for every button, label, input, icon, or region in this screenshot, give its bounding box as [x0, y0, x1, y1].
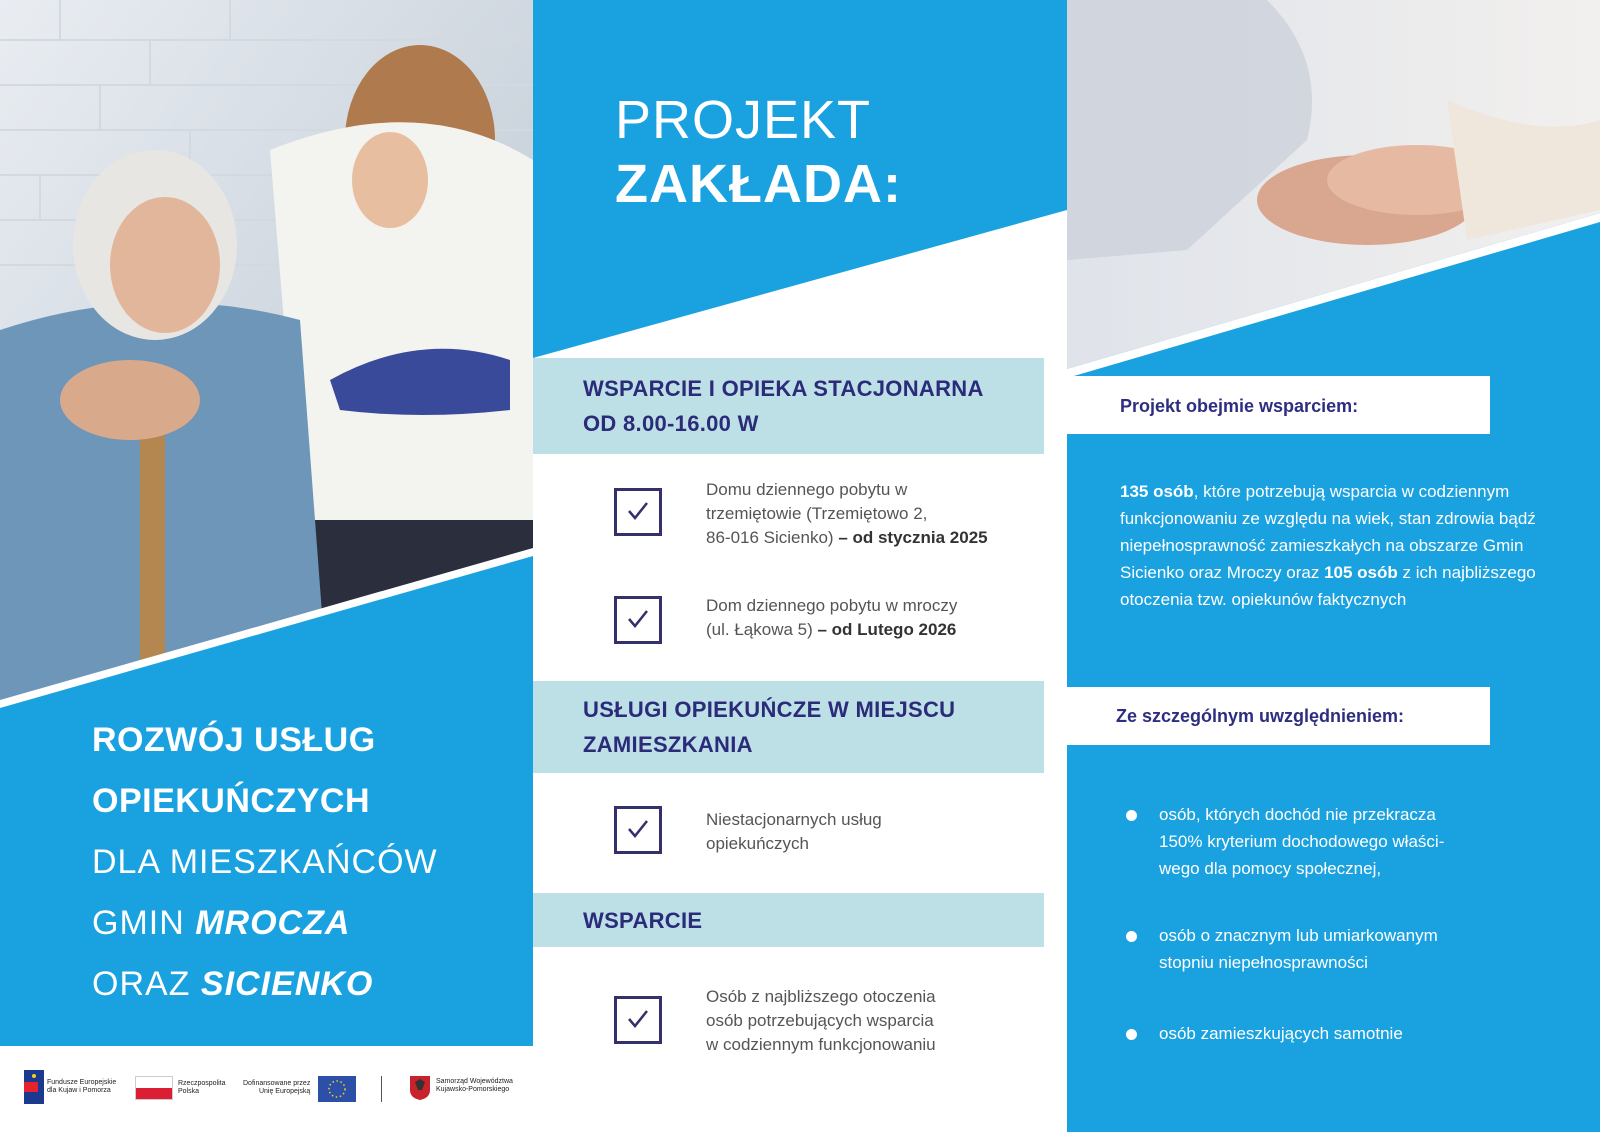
section-title: WSPARCIE I OPIEKA STACJONARNA OD 8.00-16.00 W: [583, 376, 984, 436]
rp-logo-text: Rzeczpospolita Polska: [178, 1080, 226, 1095]
eu-flag-icon: [318, 1076, 356, 1102]
bullet-item-dochod: osób, których dochód nie przekracza 150% kryterium dochodowego właści- wego dla pomocy społecznej,: [1159, 805, 1445, 878]
pl-flag-icon: [135, 1076, 173, 1100]
title-line-5: ORAZ SICIENKO: [92, 965, 374, 1003]
region-logo-text: Samorząd Województwa Kujawsko-Pomorskiego: [436, 1078, 513, 1093]
logo-divider: [381, 1076, 382, 1102]
title-line-4: GMIN MROCZA: [92, 904, 351, 942]
title-line-2: OPIEKUŃCZYCH: [92, 782, 371, 820]
section-title: USŁUGI OPIEKUŃCZE W MIEJSCU ZAMIESZKANIA: [583, 697, 956, 757]
label-projekt-obejmie: Projekt obejmie wsparciem:: [1067, 376, 1490, 434]
bullet-icon: [1126, 810, 1137, 821]
title-sicienko: SICIENKO: [200, 965, 374, 1003]
title-line-1: ROZWÓJ USŁUG: [92, 721, 376, 759]
list-item-niestacjonarne: Niestacjonarnych usług opiekuńczych: [706, 810, 882, 853]
section-miejsce-zamieszkania: [533, 681, 1044, 773]
hands-photo: [1067, 0, 1600, 380]
checkbox-icon: [614, 596, 662, 644]
bullet-item-niepelnosprawnosc: osób o znacznym lub umiarkowanym stopniu niepełnosprawności: [1159, 926, 1438, 972]
list-item-trzemietowo: Domu dziennego pobytu w trzemiętowie (Trzemiętowo 2, 86-016 Sicienko) – od stycznia 2025: [706, 480, 988, 547]
label-szczegolnym: Ze szczególnym uwzględnieniem:: [1067, 687, 1490, 745]
region-crest-icon: [410, 1076, 430, 1100]
section-title: WSPARCIE: [583, 908, 703, 933]
section-wsparcie: [533, 893, 1044, 947]
projekt-heading: [615, 88, 902, 216]
list-item-mrocza: Dom dziennego pobytu w mroczy (ul. Łąkowa 5) – od Lutego 2026: [706, 596, 958, 639]
heading-line-1: PROJEKT: [615, 90, 872, 150]
title-line-3: DLA MIESZKAŃCÓW: [92, 843, 438, 881]
fe-logo-icon: [24, 1070, 44, 1104]
left-panel: [0, 0, 533, 1132]
beneficiaries-paragraph: 135 osób, które potrzebują wsparcia w codziennym funkcjonowaniu ze względu na wiek, stan zdrowia bądź niepełnosprawność zamieszkałych na obszarze Gmin Sicienko oraz Mroczy oraz 105 osób z ich najbliższego otoczenia tzw. opiekunów faktycznych: [1120, 482, 1536, 609]
bullet-icon: [1126, 931, 1137, 942]
right-panel: [1067, 0, 1600, 1132]
checkbox-icon: [614, 488, 662, 536]
heading-line-2: ZAKŁADA:: [615, 154, 902, 214]
checkbox-icon: [614, 996, 662, 1044]
list-item-otoczenie: Osób z najbliższego otoczenia osób potrzebujących wsparcia w codziennym funkcjonowaniu: [706, 987, 936, 1054]
title-mrocza: MROCZA: [195, 904, 351, 942]
middle-panel: [533, 0, 1067, 1132]
bullet-icon: [1126, 1029, 1137, 1040]
footer-logos: [0, 1046, 533, 1132]
checkbox-icon: [614, 806, 662, 854]
bullet-item-samotnie: osób zamieszkujących samotnie: [1159, 1024, 1403, 1043]
fe-logo-text: Fundusze Europejskie dla Kujaw i Pomorza: [47, 1079, 117, 1094]
left-title: [92, 710, 522, 1015]
section-stacjonarna: [533, 358, 1044, 454]
eu-logo-text: Dofinansowane przez Unię Europejską: [243, 1080, 311, 1095]
